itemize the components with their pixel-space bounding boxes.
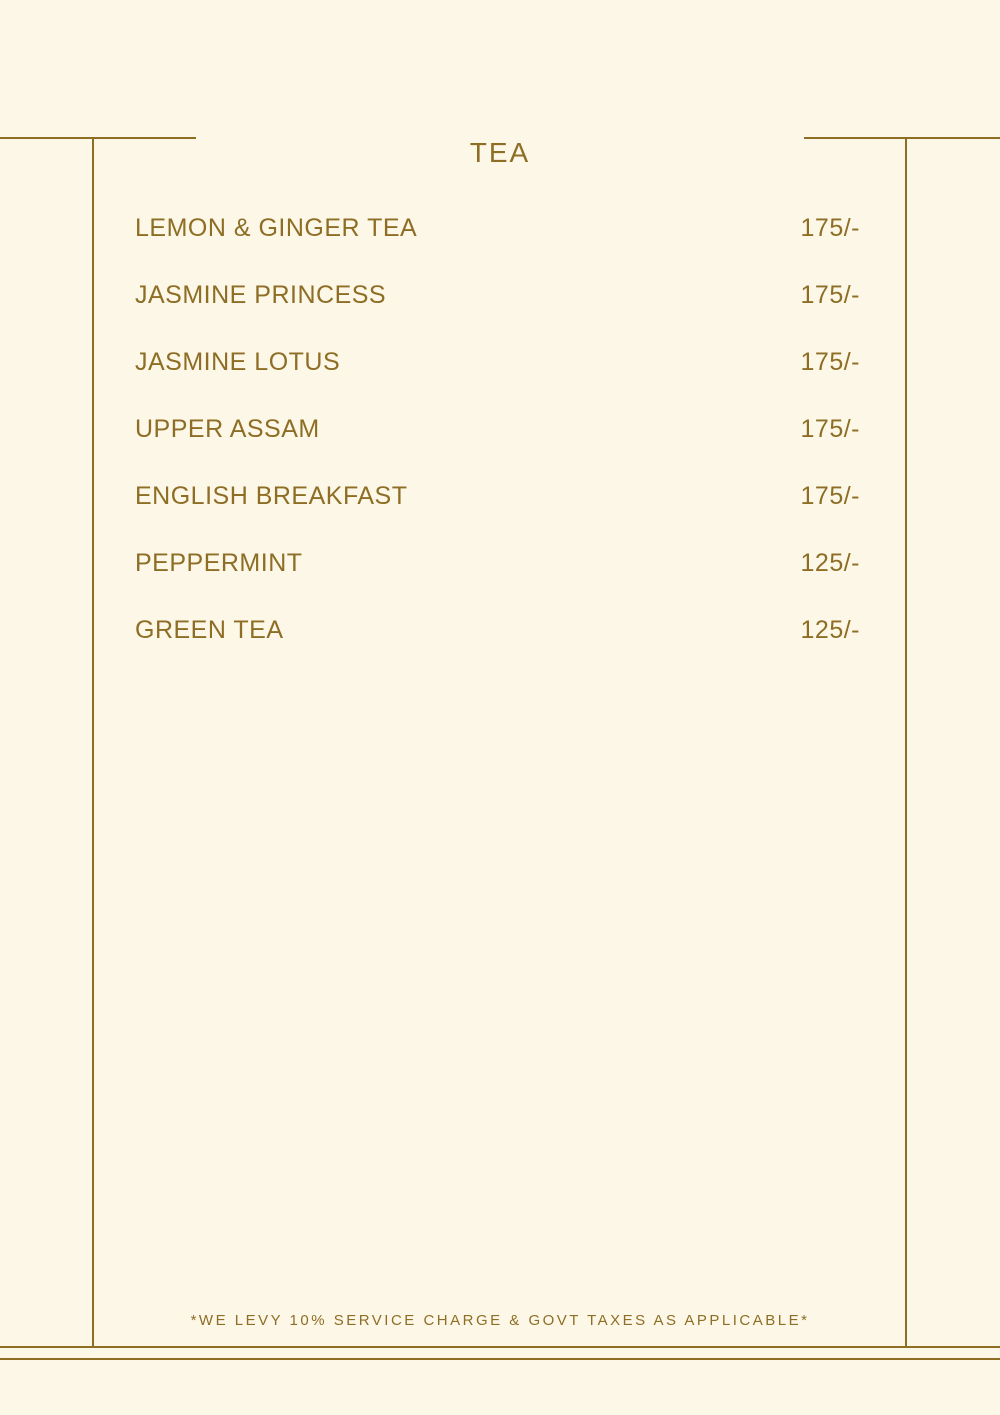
item-name: PEPPERMINT [135,549,303,577]
list-item [135,616,860,683]
item-name: JASMINE LOTUS [135,348,341,376]
bottom-rule-upper [0,1346,1000,1348]
item-price: 175/- [800,482,860,510]
list-item [135,214,860,281]
list-item [135,281,860,348]
right-border-line [905,137,907,1348]
list-item [135,348,860,415]
item-price: 175/- [800,214,860,242]
item-price: 125/- [800,549,860,577]
item-name: JASMINE PRINCESS [135,281,387,309]
list-item [135,415,860,482]
item-name: GREEN TEA [135,616,284,644]
service-charge-note: *WE LEVY 10% SERVICE CHARGE & GOVT TAXES AS APPLICABLE* [190,1312,810,1329]
item-name: UPPER ASSAM [135,415,320,443]
list-item [135,482,860,549]
menu-list [135,214,860,683]
page-title: TEA [469,136,531,168]
item-name: LEMON & GINGER TEA [135,214,418,242]
item-price: 125/- [800,616,860,644]
item-price: 175/- [800,281,860,309]
list-item [135,549,860,616]
item-name: ENGLISH BREAKFAST [135,482,408,510]
item-price: 175/- [800,415,860,443]
bottom-rule-lower [0,1358,1000,1360]
item-price: 175/- [800,348,860,376]
left-border-line [92,137,94,1348]
